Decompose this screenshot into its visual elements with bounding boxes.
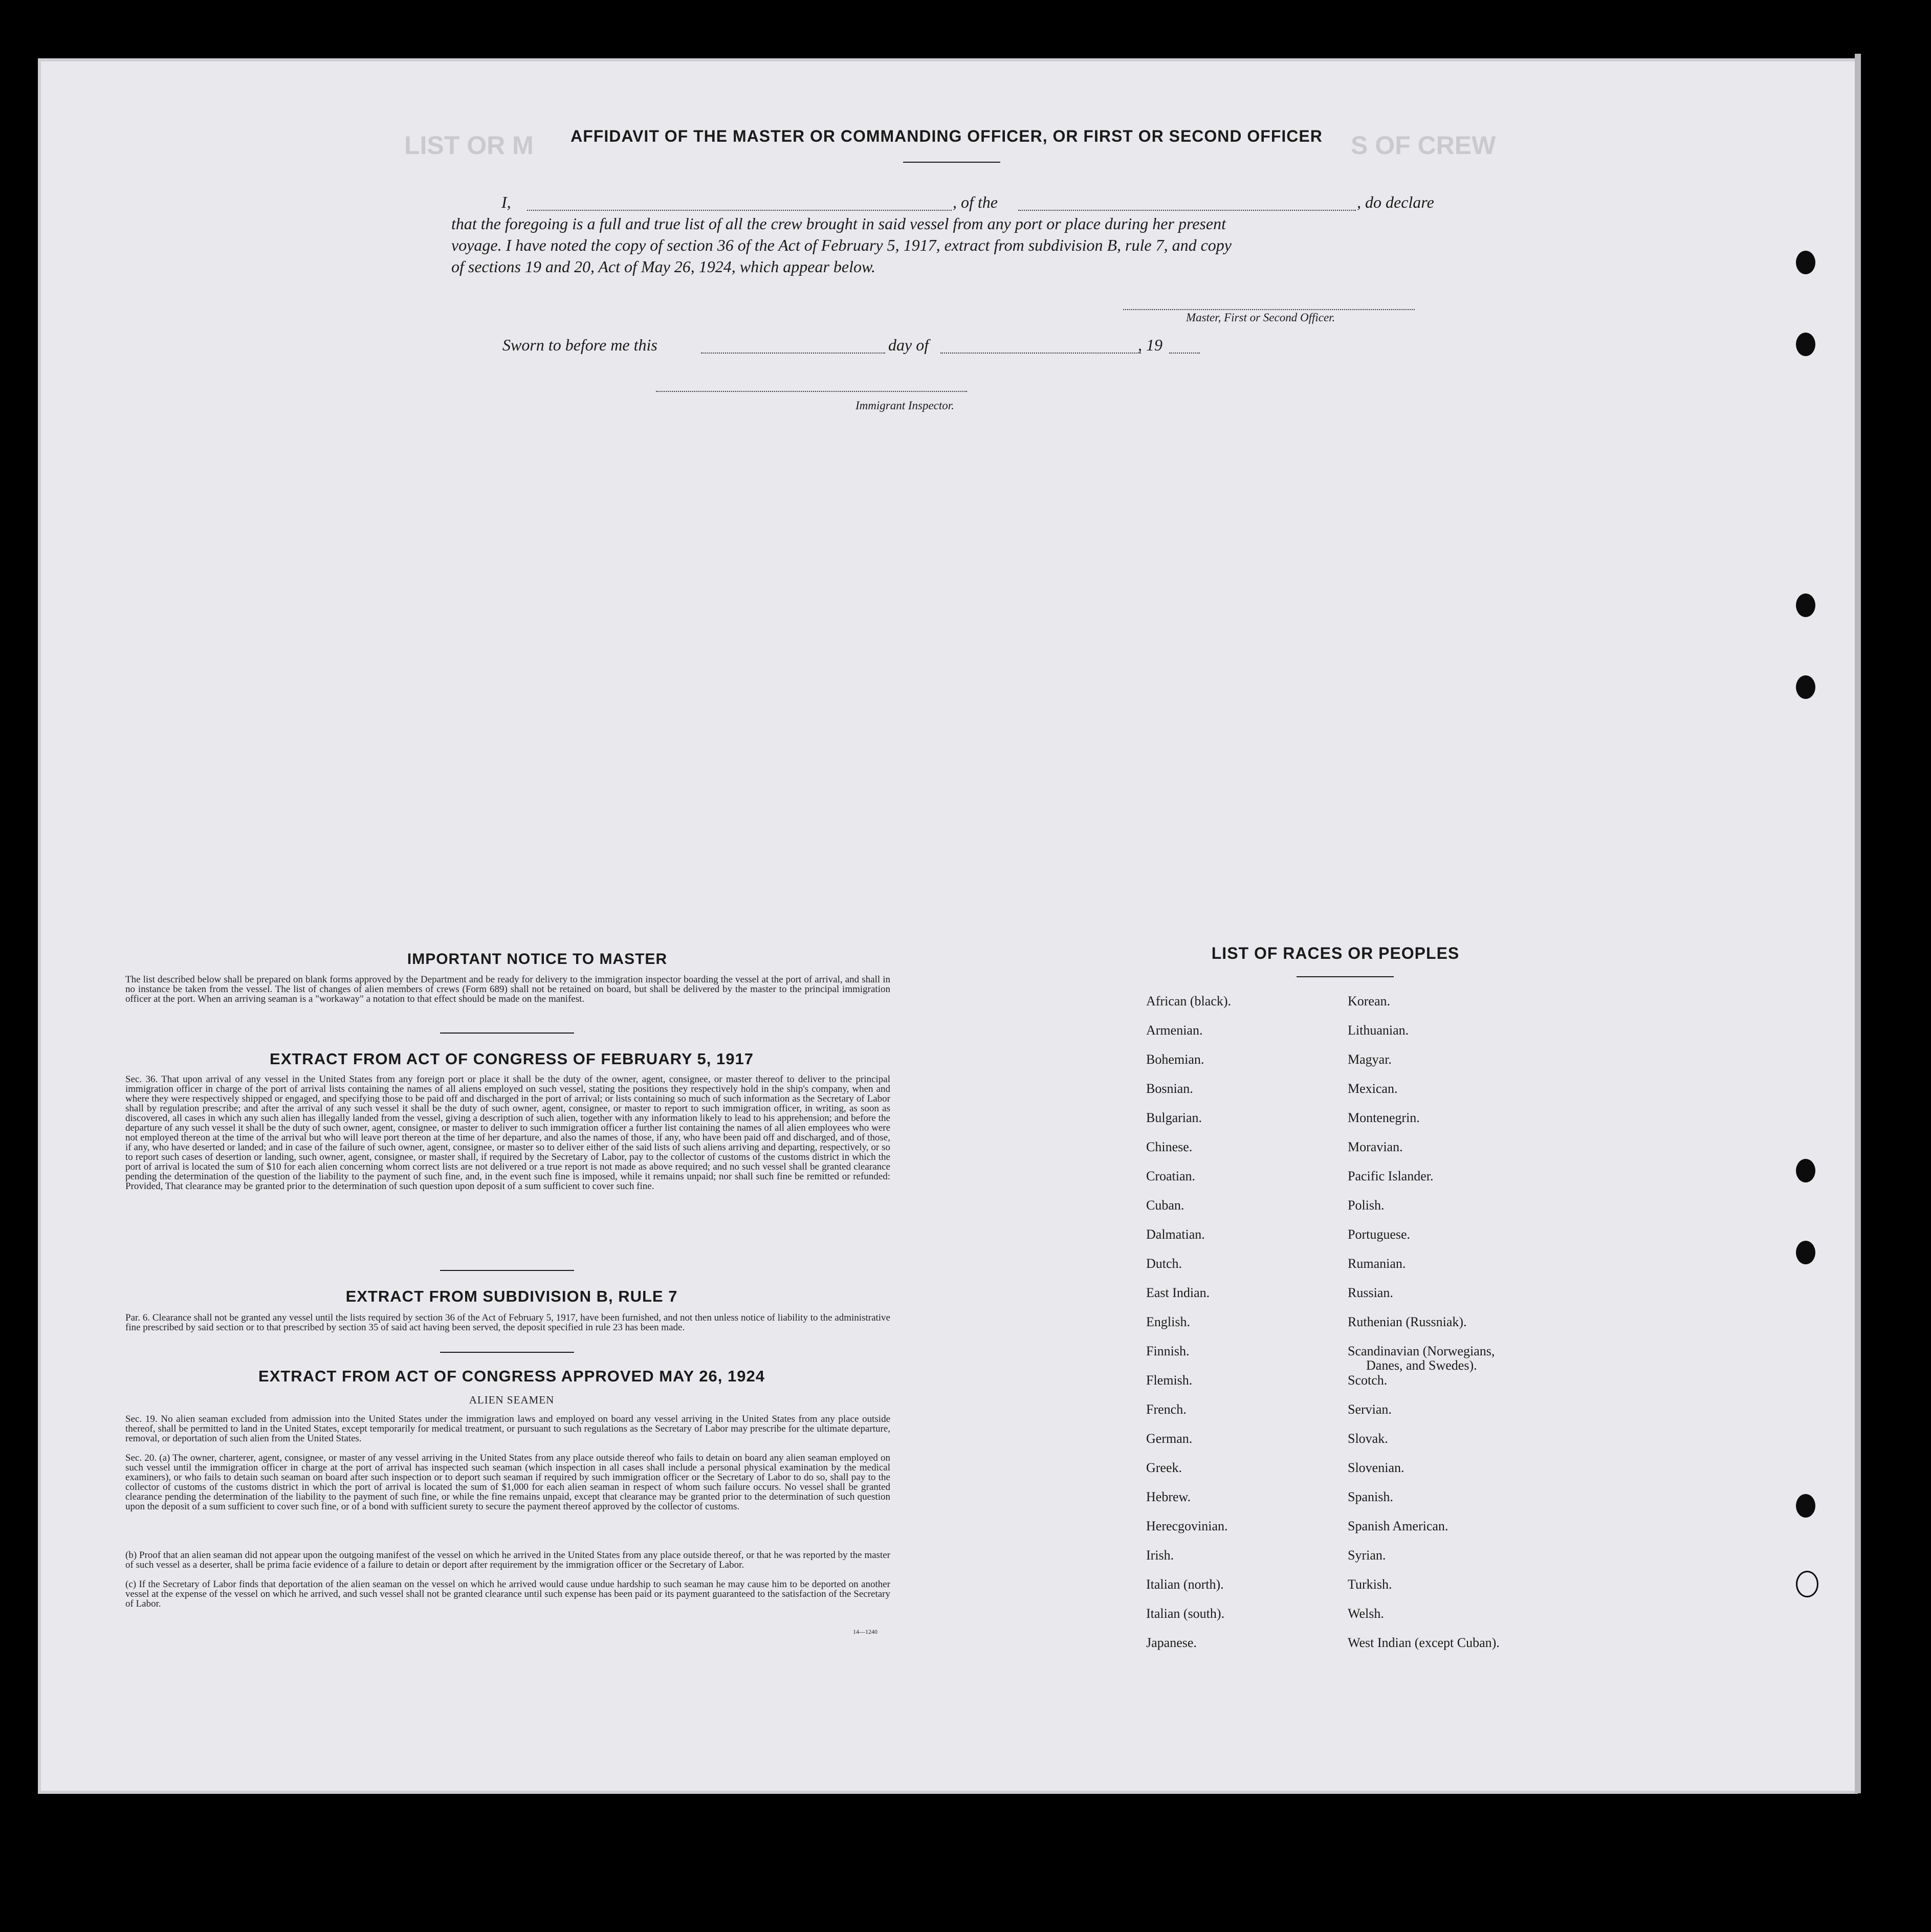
race-item: Korean.: [1348, 994, 1391, 1008]
affidavit-title-rule: [903, 162, 1000, 163]
races-column-2: [1348, 994, 1500, 1665]
declaration-i: I,: [501, 193, 511, 211]
race-item: Spanish.: [1348, 1489, 1393, 1504]
race-item: French.: [1146, 1402, 1187, 1417]
section-divider: [440, 1270, 574, 1271]
punch-hole: [1796, 1159, 1815, 1182]
race-item: Ruthenian (Russniak).: [1348, 1314, 1467, 1329]
race-item: East Indian.: [1146, 1285, 1210, 1300]
race-item: English.: [1146, 1314, 1190, 1329]
race-item: Irish.: [1146, 1548, 1174, 1563]
sworn-day-of: day of: [888, 336, 929, 354]
race-item: Chinese.: [1146, 1139, 1193, 1154]
punch-hole: [1796, 1571, 1818, 1597]
sworn-year-field[interactable]: [1169, 340, 1200, 354]
race-item-line1: Scandinavian (Norwegians,: [1348, 1344, 1495, 1358]
race-item: Servian.: [1348, 1402, 1392, 1417]
punch-hole: [1796, 251, 1815, 274]
master-signature-label: Master, First or Second Officer.: [1186, 311, 1335, 324]
race-item: Croatian.: [1146, 1169, 1196, 1183]
declaration-of-the: , of the: [953, 193, 998, 211]
page-edge: [1855, 54, 1861, 1793]
affidavit-title: AFFIDAVIT OF THE MASTER OR COMMANDING OFFICER, OR FIRST OR SECOND OFFICER: [570, 127, 1323, 145]
race-item: African (black).: [1146, 994, 1232, 1008]
document-page: [41, 61, 1855, 1791]
race-item: Rumanian.: [1348, 1256, 1406, 1271]
extract-1924-sec20c: (c) If the Secretary of Labor finds that deportation of the alien seaman on the vessel on which he arrived would cause undue hardship to such seaman he may cause him to be deported on another vessel at the expense of the vessel on which he arrived, and such vessel shall not be granted clearance until such expense has been paid or its payment guaranteed to the satisfaction of the Secretary of Labor.: [125, 1579, 890, 1609]
bleed-through-title-left: LIST OR M: [404, 131, 534, 160]
extract-1924-sec20a: Sec. 20. (a) The owner, charterer, agent, consignee, or master of any vessel arriving in the United States from any place outside thereof who fails to detain on board any alien seaman employed on such vessel until the immigration officer in charge at the port of arrival has inspected such seaman (which inspection in all cases shall include a personal physical examination by the medical examiners), or who fails to detain such seaman on board after such inspection or to deport such seaman if required by such immigration officer or the Secretary of Labor to do so, shall pay to the collector of customs of the customs district in which the port of arrival is located the sum of $1,000 for each alien seaman in respect of whom such failure occurs. No vessel shall be granted clearance pending the determination of the liability to the payment of such fine, or while the fine remains unpaid, except that clearance may be granted prior to the determination of such question upon the deposit of a sum sufficient to cover such fine, or of a bond with sufficient surety to secure the payment thereof approved by the collector of customs.: [125, 1453, 890, 1512]
race-item: Magyar.: [1348, 1052, 1392, 1067]
extract-1917-title: EXTRACT FROM ACT OF CONGRESS OF FEBRUARY 5, 1917: [270, 1050, 754, 1068]
races-column-1: [1146, 994, 1231, 1665]
section-divider: [440, 1033, 574, 1034]
sworn-year-prefix: , 19: [1138, 336, 1162, 354]
bleed-through-title-right: S OF CREW: [1351, 131, 1496, 160]
extract-rule7-body: Par. 6. Clearance shall not be granted any vessel until the lists required by section 36 of the Act of February 5, 1917, have been furnished, and not then unless notice of liability to the administrative fine prescribed by said section or to that prescribed by section 35 of said act having been served, the deposit specified in rule 23 has been made.: [125, 1312, 890, 1333]
extract-1924-sec19: Sec. 19. No alien seaman excluded from admission into the United States under the immigration laws and employed on board any vessel arriving in the United States from any place outside thereof, shall be permitted to land in the United States, except temporarily for medical treatment, or pursuant to such regulations as the Secretary of Labor may prescribe for the ultimate departure, removal, or deportation of such alien from the United States.: [125, 1414, 890, 1444]
extract-1924-subtitle: ALIEN SEAMEN: [469, 1394, 555, 1406]
race-item: Pacific Islander.: [1348, 1169, 1434, 1183]
form-number: 14—1240: [853, 1628, 877, 1635]
punch-hole: [1796, 1241, 1815, 1264]
race-item: German.: [1146, 1431, 1193, 1446]
race-item: Italian (north).: [1146, 1577, 1224, 1592]
declaration-do-declare: , do declare: [1357, 193, 1434, 211]
affidavit-body-line1: that the foregoing is a full and true list of all the crew brought in said vessel from any port or place during her present: [451, 214, 1226, 233]
race-item: Armenian.: [1146, 1023, 1203, 1038]
race-item: Herecgovinian.: [1146, 1519, 1228, 1533]
race-item: Bosnian.: [1146, 1081, 1193, 1096]
extract-1924-sec20b: (b) Proof that an alien seaman did not appear upon the outgoing manifest of the vessel on which he arrived in the United States from any place outside thereof, or that he was reported by the master of such vessel as a deserter, shall be prima facie evidence of a failure to detain or deport after requirement by the immigration officer or the Secretary of Labor.: [125, 1550, 890, 1570]
races-title-rule: [1297, 976, 1394, 977]
notice-title: IMPORTANT NOTICE TO MASTER: [407, 951, 668, 968]
race-item: Mexican.: [1348, 1081, 1398, 1096]
race-item: Scotch.: [1348, 1373, 1388, 1388]
race-item: Dutch.: [1146, 1256, 1182, 1271]
race-item: Slovak.: [1348, 1431, 1388, 1446]
race-item: Polish.: [1348, 1198, 1385, 1213]
punch-hole: [1796, 1494, 1815, 1518]
race-item: Russian.: [1348, 1285, 1393, 1300]
section-divider: [440, 1352, 574, 1353]
declarant-name-field[interactable]: [527, 197, 952, 211]
race-item: Syrian.: [1348, 1548, 1386, 1563]
race-item: Slovenian.: [1348, 1460, 1405, 1475]
inspector-label: Immigrant Inspector.: [855, 399, 954, 412]
sworn-day-field[interactable]: [701, 340, 885, 354]
races-title: LIST OF RACES OR PEOPLES: [1211, 944, 1460, 962]
race-item: Lithuanian.: [1348, 1023, 1409, 1038]
punch-hole: [1796, 675, 1815, 699]
race-item: Hebrew.: [1146, 1489, 1191, 1504]
race-item: Flemish.: [1146, 1373, 1193, 1388]
inspector-signature-field[interactable]: [656, 379, 967, 392]
race-item: Moravian.: [1348, 1139, 1403, 1154]
race-item: West Indian (except Cuban).: [1348, 1635, 1500, 1650]
master-signature-field[interactable]: [1123, 297, 1415, 310]
extract-1917-body: Sec. 36. That upon arrival of any vessel in the United States from any foreign port or place it shall be the duty of the owner, agent, consignee, or master thereof to deliver to the principal immigration officer in charge of the port of arrival lists containing the names of all aliens employed on such vessel, stating the positions they respectively hold in the ship's company, when and where they were respectively shipped or engaged, and specifying those to be paid off and discharged in the port of arrival; or lists containing so much of such information as the Secretary of Labor shall by regulation prescribe; and after the arrival of any such vessel it shall be the duty of such owner, agent, consignee, or master to report to such immigration officer, in writing, as soon as discovered, all cases in which any such alien has illegally landed from the vessel, giving a description of such alien, together with any information likely to lead to his apprehension; and before the departure of any such vessel it shall be the duty of such owner, agent, consignee, or master to deliver to such immigration officer a further list containing the names of all alien employees who were not employed thereon at the time of the arrival but who will leave port thereon at the time of her departure, and also the names of those, if any, who have been paid off and discharged, and of those, if any, who have deserted or landed; and in case of the failure of such owner, agent, consignee, or master so to deliver either of the said lists of such aliens arriving and departing, respectively, or so to report such cases of desertion or landing, such owner, agent, consignee, or master shall, if required by the Secretary of Labor, pay to the collector of customs of the customs district in which the port of arrival is located the sum of $10 for each alien concerning whom correct lists are not delivered or a true report is not made as above required; and no such vessel shall be granted clearance pending the determination of the question of the liability to the payment of such fine, and, in the event such fine is imposed, while it remains unpaid; nor shall such fine be remitted or refunded: Provided, That clearance may be granted prior to the determination of such question upon deposit of a sum sufficient to cover such fine.: [125, 1074, 890, 1192]
sworn-month-field[interactable]: [940, 340, 1141, 354]
race-item: Italian (south).: [1146, 1606, 1225, 1621]
race-item: Dalmatian.: [1146, 1227, 1205, 1242]
affidavit-body-line2: voyage. I have noted the copy of section 36 of the Act of February 5, 1917, extract from subdivision B, rule 7, and copy: [451, 236, 1232, 254]
notice-body: The list described below shall be prepared on blank forms approved by the Department and be ready for delivery to the immigration inspector boarding the vessel at the port of arrival, and shall in no instance be taken from the vessel. The list of changes of alien members of crews (Form 689) shall not be retained on board, but shall be delivered by the master to the principal immigration officer at the port. When an arriving seaman is a "workaway" a notation to that effect should be made on the manifest.: [125, 974, 890, 1004]
race-item: Portuguese.: [1348, 1227, 1411, 1242]
sworn-prefix: Sworn to before me this: [502, 336, 657, 354]
race-item: Cuban.: [1146, 1198, 1184, 1213]
race-item: Montenegrin.: [1348, 1110, 1420, 1125]
race-item: Bohemian.: [1146, 1052, 1204, 1067]
race-item: Spanish American.: [1348, 1519, 1449, 1533]
race-item-multiline: [1348, 1344, 1500, 1373]
extract-rule7-title: EXTRACT FROM SUBDIVISION B, RULE 7: [345, 1287, 678, 1305]
race-item: Finnish.: [1146, 1344, 1190, 1358]
race-item: Bulgarian.: [1146, 1110, 1202, 1125]
extract-1924-title: EXTRACT FROM ACT OF CONGRESS APPROVED MAY 26, 1924: [258, 1367, 765, 1385]
race-item: Turkish.: [1348, 1577, 1392, 1592]
affidavit-body-line3: of sections 19 and 20, Act of May 26, 1924, which appear below.: [451, 257, 875, 276]
race-item: Welsh.: [1348, 1606, 1384, 1621]
race-item: Greek.: [1146, 1460, 1182, 1475]
punch-hole: [1796, 594, 1815, 617]
vessel-name-field[interactable]: [1018, 197, 1356, 211]
race-item-line2: Danes, and Swedes).: [1366, 1358, 1477, 1373]
punch-hole: [1796, 333, 1815, 356]
race-item: Japanese.: [1146, 1635, 1197, 1650]
